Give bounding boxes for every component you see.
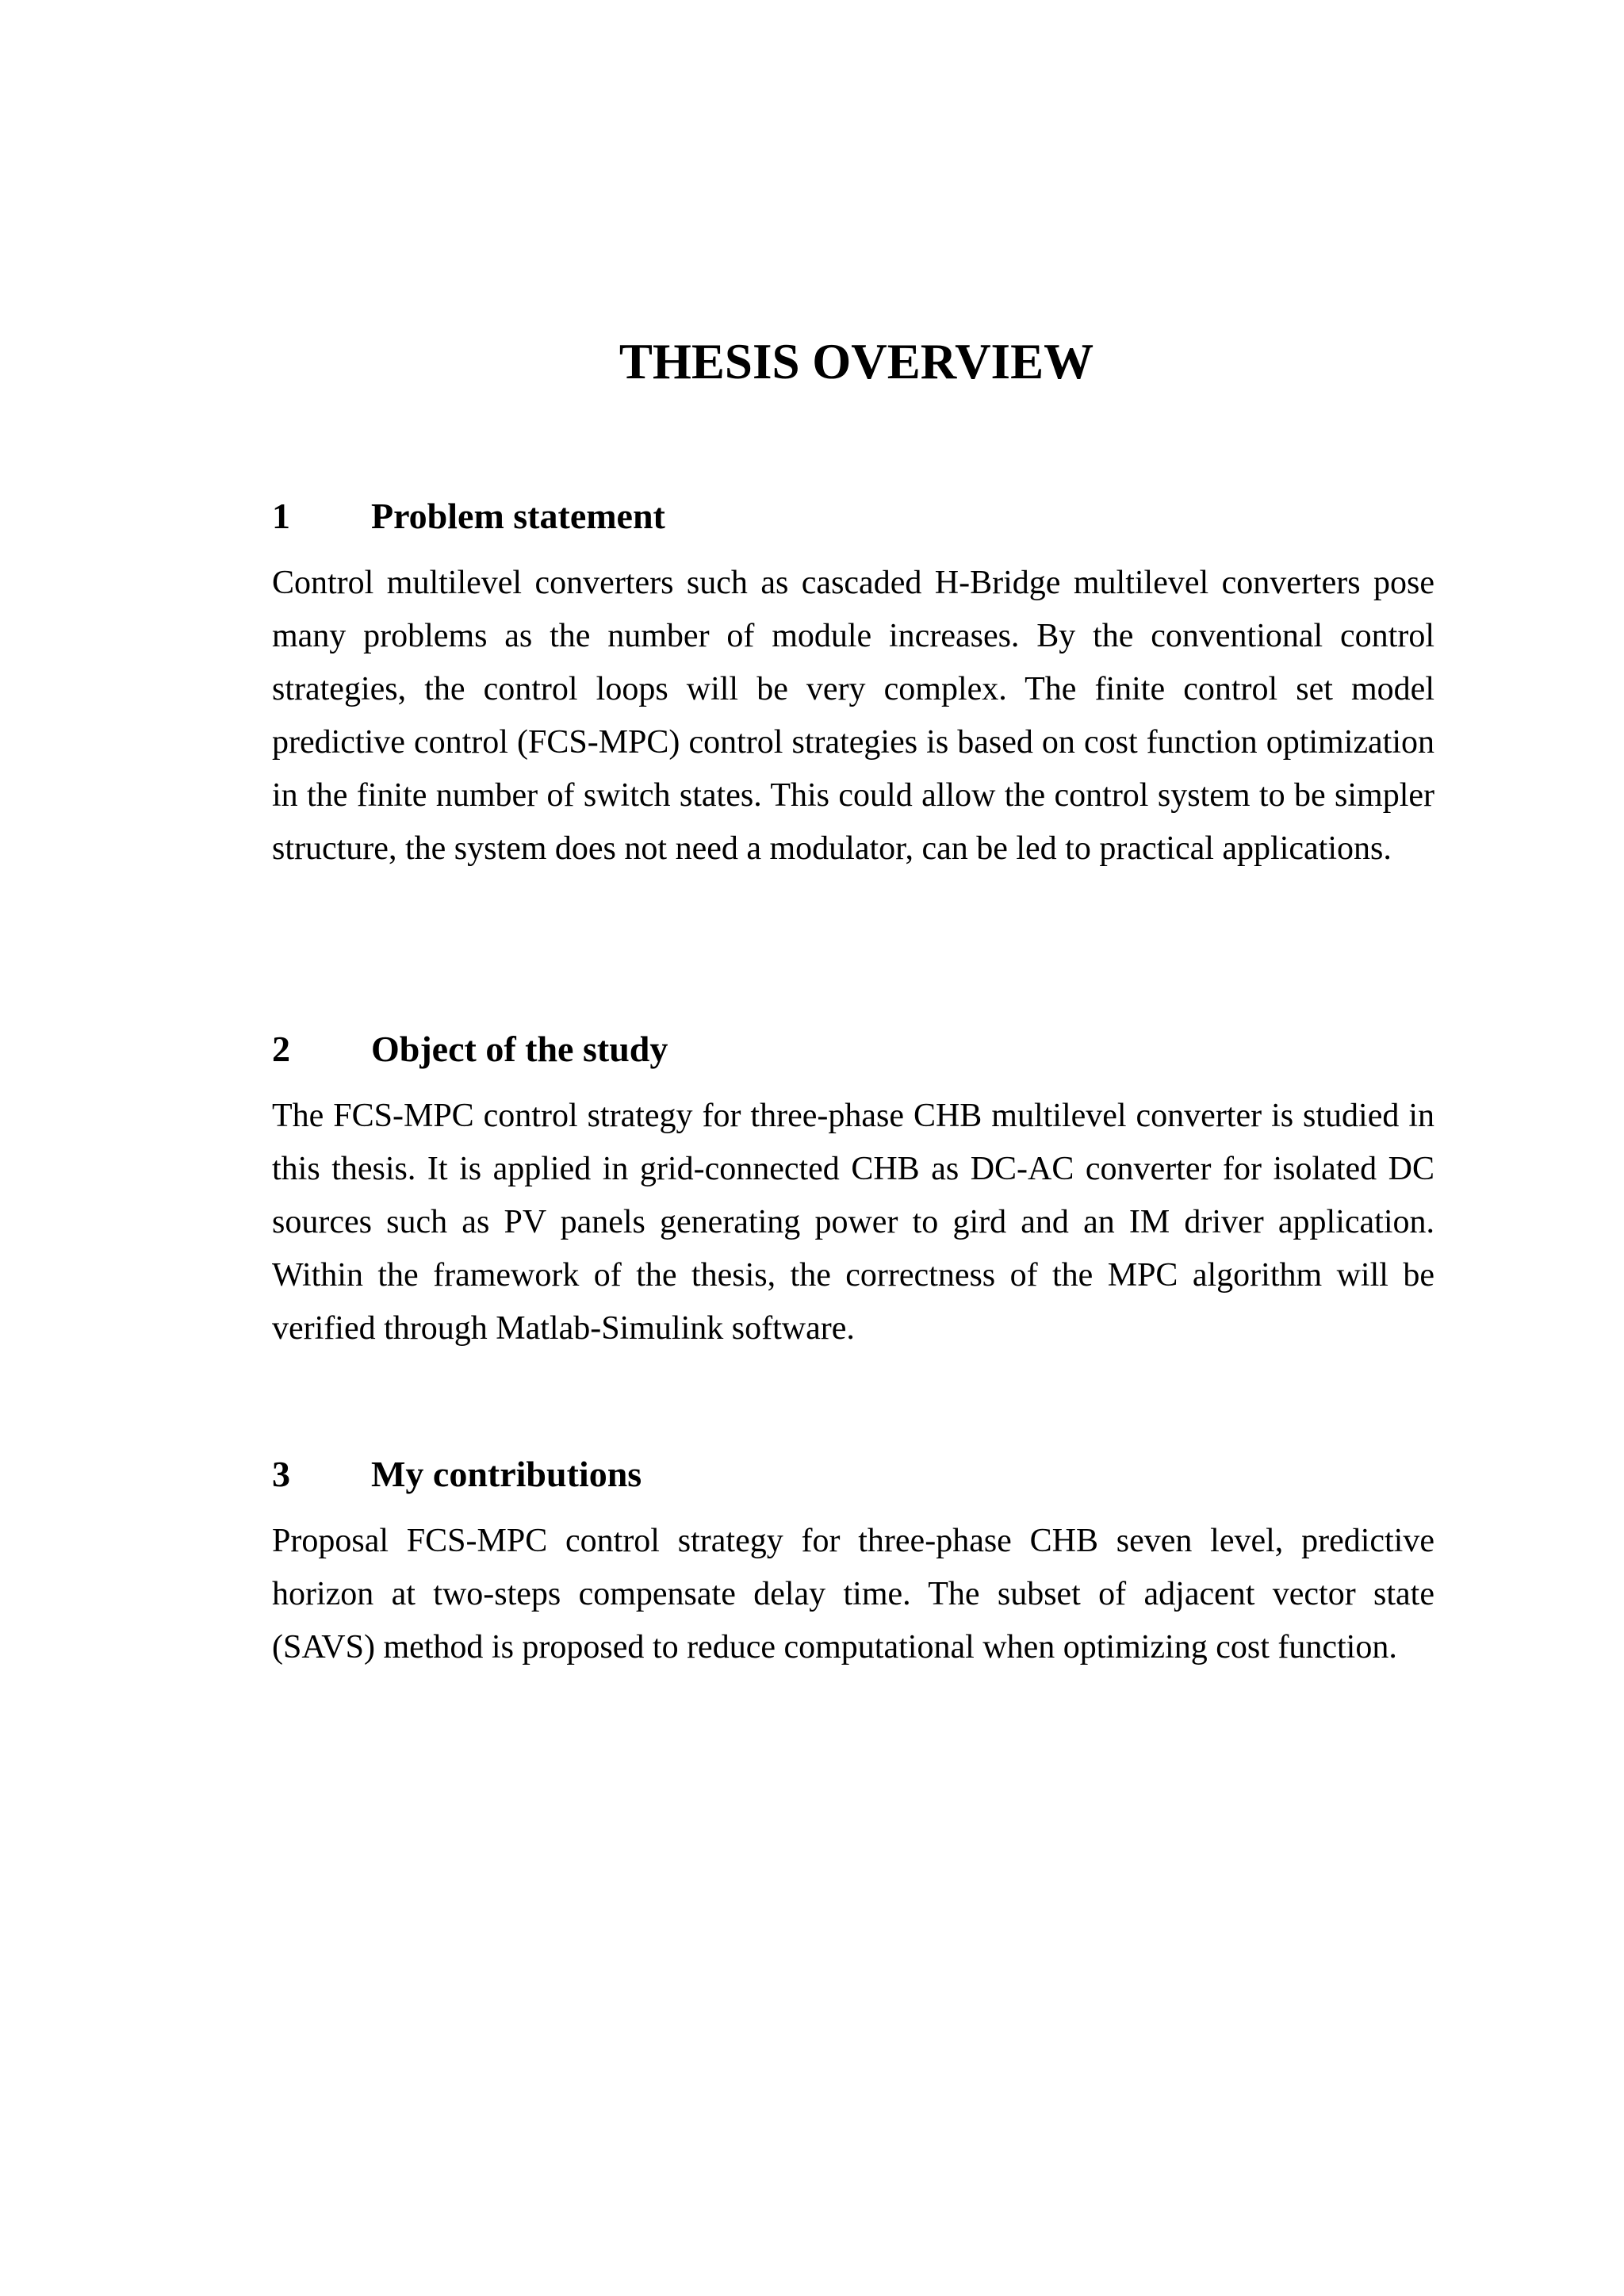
section-number: 2 [272,1029,290,1069]
section-paragraph: The FCS-MPC control strategy for three-phase CHB multilevel converter is studied in this thesis. It is applied in grid-connected CHB as DC-AC converter for isolated DC sources such as PV panels generating power to gird and an IM driver application. Within the framework of the thesis, the correctness of the MPC algorithm will be verified through Matlab-Simulink software. [272,1098,1434,1347]
section-heading [272,1451,1434,1497]
section-heading [272,1026,1434,1072]
section-heading [272,493,1434,539]
section-paragraph: Proposal FCS-MPC control strategy for three-phase CHB seven level, predictive horizon at two-steps compensate delay time. The subset of adjacent vector state (SAVS) method is proposed to reduce computational when optimizing cost function. [272,1523,1434,1665]
section-number: 1 [272,496,290,536]
section-my-contributions [272,1451,1434,1674]
section-problem-statement [272,493,1434,876]
section-title: Object of the study [371,1029,668,1069]
section-object-of-study [272,1026,1434,1355]
section-title: My contributions [371,1454,642,1494]
section-paragraph: Control multilevel converters such as cascaded H-Bridge multilevel converters pose many problems as the number of module increases. By the conventional control strategies, the control loops will be very complex. The finite control set model predictive control (FCS-MPC) control strategies is based on cost function optimization in the finite number of switch states. This could allow the control system to be simpler structure, the system does not need a modulator, can be led to practical applications. [272,565,1434,867]
page-title: THESIS OVERVIEW [619,334,1094,389]
section-title: Problem statement [371,496,665,536]
section-number: 3 [272,1454,290,1494]
